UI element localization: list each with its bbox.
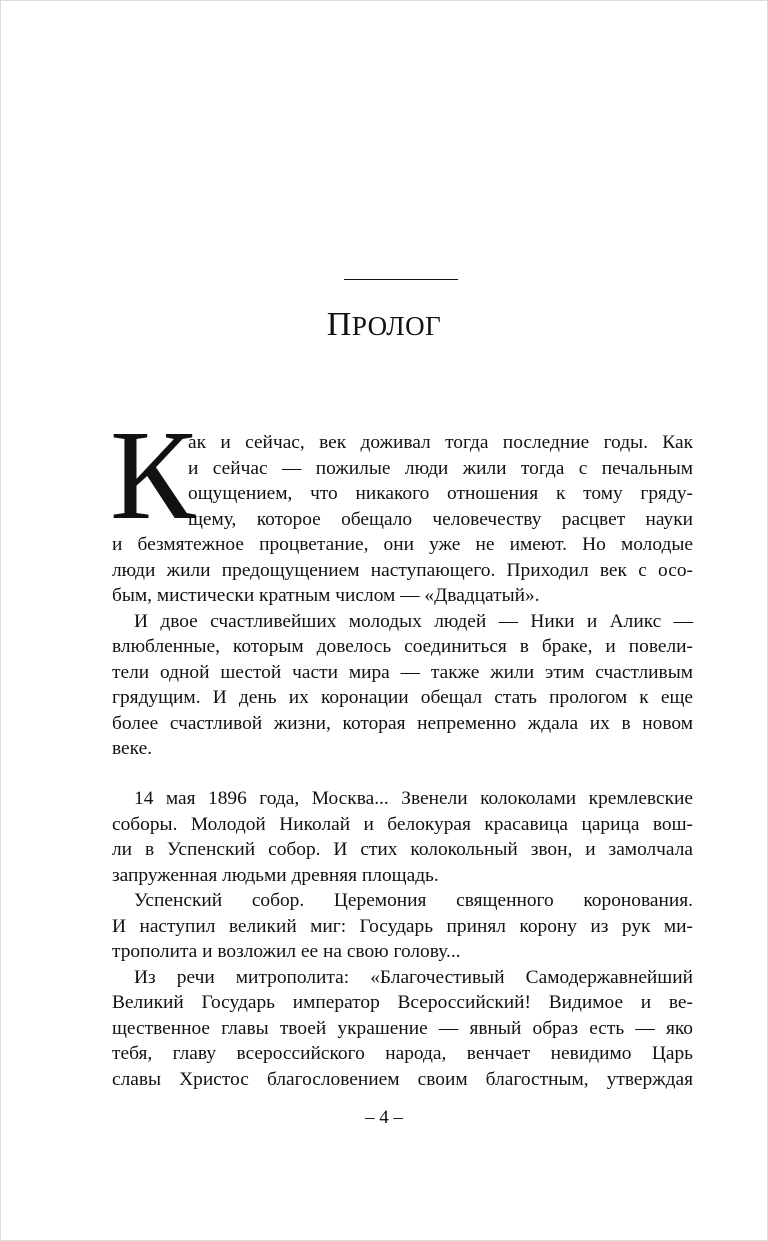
text-line: Из речи митрополита: «Благочестивый Самодержавнейший	[134, 966, 693, 988]
paragraph-group-1	[112, 532, 693, 762]
text-line: ощущением, что никакого отношения к тому гряду-	[188, 483, 693, 504]
text-line: 14 мая 1896 года, Москва... Звенели колоколами кремлевские	[134, 788, 693, 809]
text-line: И двое счастливейших молодых людей — Ники и Аликс —	[134, 610, 693, 632]
text-line: славы Христос благословением своим благостным, утверждая	[112, 1068, 693, 1090]
text-line: более счастливой жизни, которая непременно ждала их в новом	[112, 712, 693, 734]
text-line: Великий Государь император Всероссийский! Видимое и ве-	[112, 992, 693, 1013]
text-line: тебя, главу всероссийского народа, венчает невидимо Царь	[112, 1043, 693, 1064]
text-line: соборы. Молодой Николай и белокурая красавица царица вош-	[112, 813, 693, 835]
chapter-title	[0, 306, 768, 344]
text-line: трополита и возложил ее на свою голову...	[112, 941, 461, 962]
opening-lines	[188, 430, 693, 532]
text-line: бым, мистически кратным числом — «Двадцатый».	[112, 585, 540, 606]
title-rule	[344, 279, 458, 280]
text-line: запруженная людьми древняя площадь.	[112, 864, 439, 886]
text-line: и сейчас — пожилые люди жили тогда с печальным	[188, 457, 693, 479]
text-line: щему, которое обещало человечеству расцвет науки	[188, 508, 693, 530]
text-line: И наступил великий миг: Государь принял корону из рук ми-	[112, 915, 693, 937]
text-line: грядущим. И день их коронации обещал стать прологом к еще	[112, 687, 693, 708]
text-line: ак и сейчас, век доживал тогда последние годы. Как	[188, 432, 693, 453]
text-line: и безмятежное процветание, они уже не имеют. Но молодые	[112, 534, 693, 555]
text-line: влюбленные, которым довелось соединиться в браке, и повели-	[112, 636, 693, 657]
page-number: – 4 –	[365, 1107, 403, 1128]
paragraph-group-2	[112, 786, 693, 1092]
text-line: веке.	[112, 738, 153, 759]
text-line: ли в Успенский собор. И стих колокольный звон, и замолчала	[112, 839, 693, 860]
chapter-title-initial: П	[326, 306, 352, 343]
text-line: щественное главы твоей украшение — явный образ есть — яко	[112, 1017, 693, 1039]
text-line: Успенский собор. Церемония священного коронования.	[134, 890, 693, 911]
drop-cap: К	[110, 404, 196, 546]
text-line: люди жили предощущением наступающего. Приходил век с осо-	[112, 559, 693, 581]
text-line: тели одной шестой части мира — также жили этим счастливым	[112, 661, 693, 683]
chapter-title-rest: РОЛОГ	[351, 311, 442, 341]
